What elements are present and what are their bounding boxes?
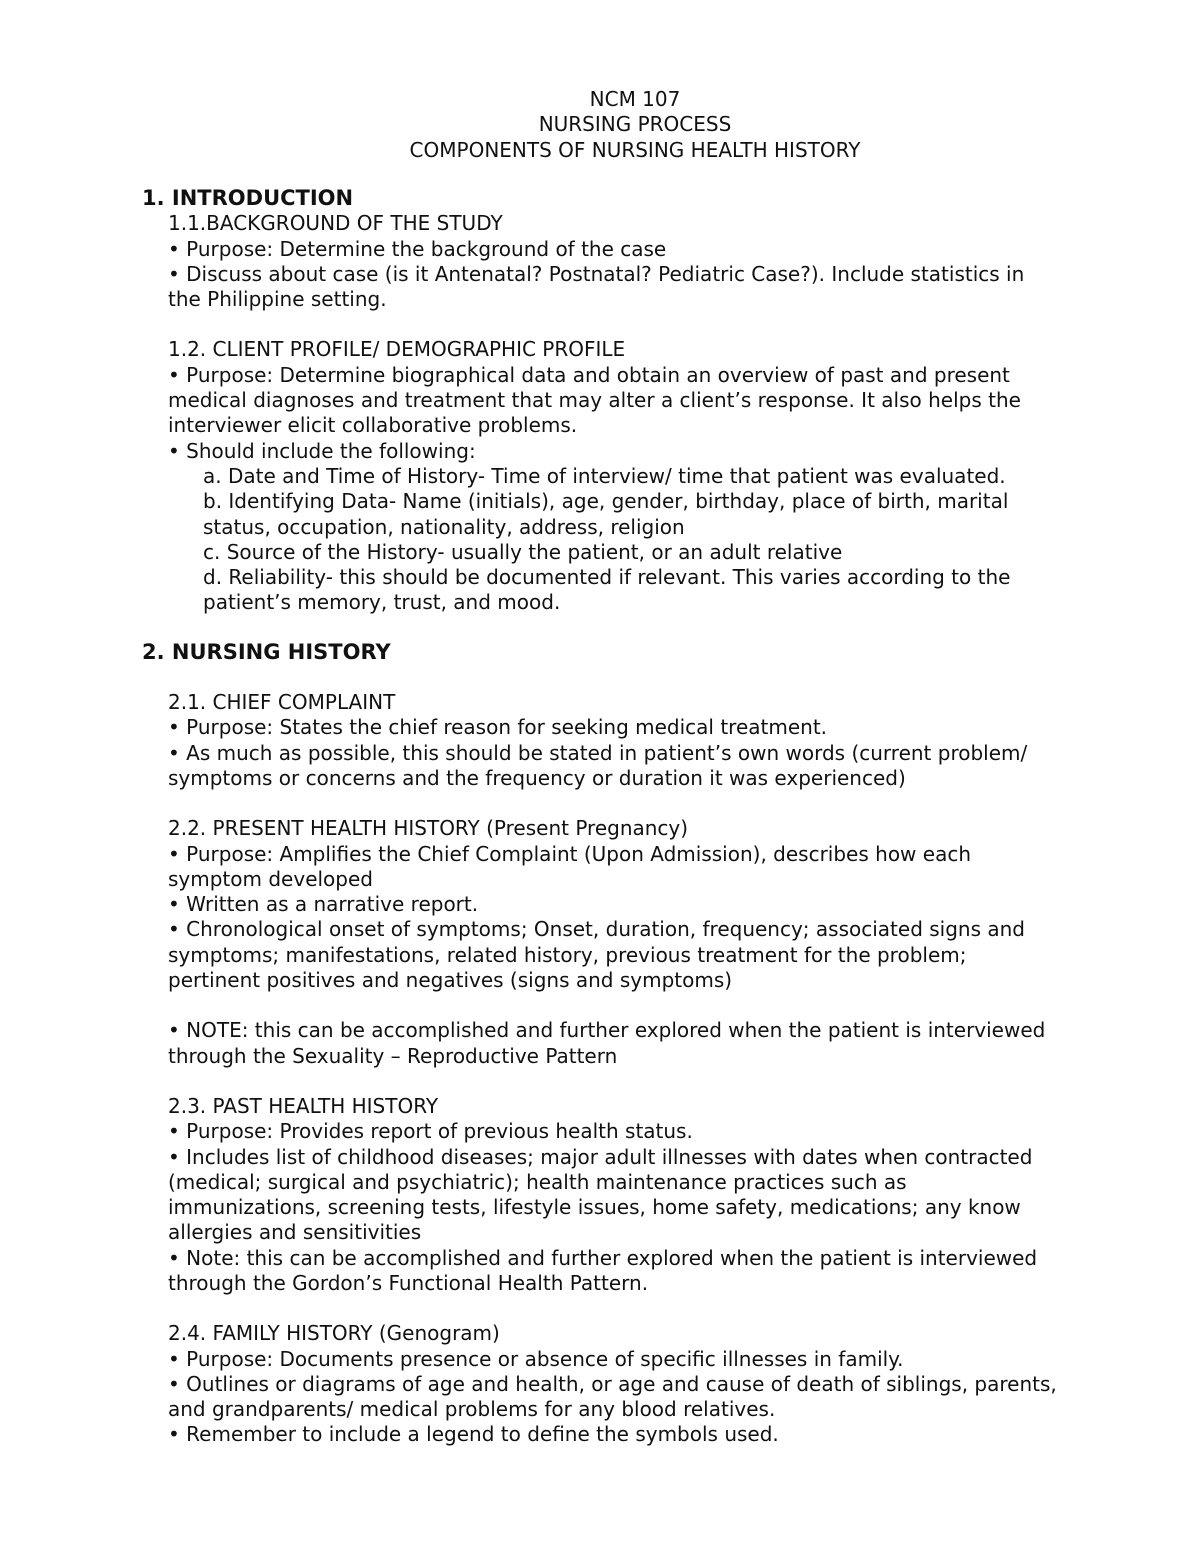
bullet-text: • Purpose: Determine biographical data and obtain an overview of past and present <box>168 362 1010 387</box>
bullet-text: • Note: this can be accomplished and further explored when the patient is interviewed <box>168 1245 1038 1270</box>
subsection-heading: 2.4. FAMILY HISTORY (Genogram) <box>168 1321 500 1346</box>
list-item: status, occupation, nationality, address, religion <box>203 514 685 539</box>
bullet-text: and grandparents/ medical problems for any blood relatives. <box>168 1397 776 1422</box>
list-item: patient’s memory, trust, and mood. <box>203 590 561 615</box>
bullet-text: • As much as possible, this should be stated in patient’s own words (current problem/ <box>168 740 1028 765</box>
bullet-text: pertinent positives and negatives (signs and symptoms) <box>168 968 733 993</box>
bullet-text: symptoms or concerns and the frequency or duration it was experienced) <box>168 765 906 790</box>
bullet-text: • Purpose: Documents presence or absence of specific illnesses in family. <box>168 1346 904 1371</box>
document-subtitle: COMPONENTS OF NURSING HEALTH HISTORY <box>409 137 861 162</box>
bullet-text: allergies and sensitivities <box>168 1220 422 1245</box>
subsection-2-3 <box>142 1094 1142 1296</box>
subsection-heading: 1.2. CLIENT PROFILE/ DEMOGRAPHIC PROFILE <box>168 337 626 362</box>
subsection-2-1 <box>142 690 1142 791</box>
document-title <box>0 87 1200 163</box>
bullet-text: interviewer elicit collaborative problems. <box>168 413 578 438</box>
subsection-heading: 1.1.BACKGROUND OF THE STUDY <box>168 211 503 236</box>
list-item: c. Source of the History- usually the patient, or an adult relative <box>203 539 843 564</box>
list-item: d. Reliability- this should be documented if relevant. This varies according to the <box>203 565 1011 590</box>
bullet-text: • Purpose: Determine the background of the case <box>168 236 667 261</box>
subsection-1-2 <box>142 337 1142 463</box>
section-1-heading: 1. INTRODUCTION <box>142 186 354 210</box>
bullet-text: through the Gordon’s Functional Health Pattern. <box>168 1270 649 1295</box>
subsection-2-4 <box>142 1321 1142 1447</box>
bullet-text: (medical; surgical and psychiatric); health maintenance practices such as <box>168 1169 907 1194</box>
bullet-text: • Purpose: Amplifies the Chief Complaint (Upon Admission), describes how each <box>168 841 971 866</box>
note-text: • NOTE: this can be accomplished and further explored when the patient is interviewed <box>168 1018 1046 1043</box>
bullet-text: symptoms; manifestations, related history, previous treatment for the problem; <box>168 942 967 967</box>
bullet-text: • Written as a narrative report. <box>168 892 479 917</box>
bullet-text: symptom developed <box>168 866 373 891</box>
course-title: NURSING PROCESS <box>538 112 732 137</box>
subsection-heading: 2.3. PAST HEALTH HISTORY <box>168 1093 439 1118</box>
note-text: through the Sexuality – Reproductive Pattern <box>168 1043 618 1068</box>
bullet-text: • Purpose: Provides report of previous health status. <box>168 1119 693 1144</box>
bullet-text: immunizations, screening tests, lifestyle issues, home safety, medications; any know <box>168 1195 1021 1220</box>
subsection-heading: 2.1. CHIEF COMPLAINT <box>168 690 396 715</box>
bullet-text: • Remember to include a legend to define the symbols used. <box>168 1422 779 1447</box>
subsection-1-1 <box>142 211 1142 312</box>
bullet-text: the Philippine setting. <box>168 287 387 312</box>
bullet-text: medical diagnoses and treatment that may alter a client’s response. It also helps the <box>168 388 1021 413</box>
subsection-heading: 2.2. PRESENT HEALTH HISTORY (Present Pregnancy) <box>168 816 689 841</box>
bullet-text: • Chronological onset of symptoms; Onset, duration, frequency; associated signs and <box>168 917 1025 942</box>
list-item: b. Identifying Data- Name (initials), age, gender, birthday, place of birth, marital <box>203 489 1009 514</box>
bullet-text: • Includes list of childhood diseases; major adult illnesses with dates when contracted <box>168 1144 1033 1169</box>
subsection-2-2 <box>142 816 1142 1069</box>
document-body <box>142 186 1142 1448</box>
bullet-text: • Outlines or diagrams of age and health, or age and cause of death of siblings, parents, <box>168 1371 1057 1396</box>
course-code: NCM 107 <box>589 87 681 111</box>
bullet-text: • Discuss about case (is it Antenatal? Postnatal? Pediatric Case?). Include statistics in <box>168 261 1025 286</box>
bullet-text: • Should include the following: <box>168 438 476 463</box>
bullet-text: • Purpose: States the chief reason for seeking medical treatment. <box>168 715 828 740</box>
profile-items-list <box>142 464 1142 616</box>
section-2-heading: 2. NURSING HISTORY <box>142 639 391 664</box>
list-item: a. Date and Time of History- Time of interview/ time that patient was evaluated. <box>203 463 1006 488</box>
